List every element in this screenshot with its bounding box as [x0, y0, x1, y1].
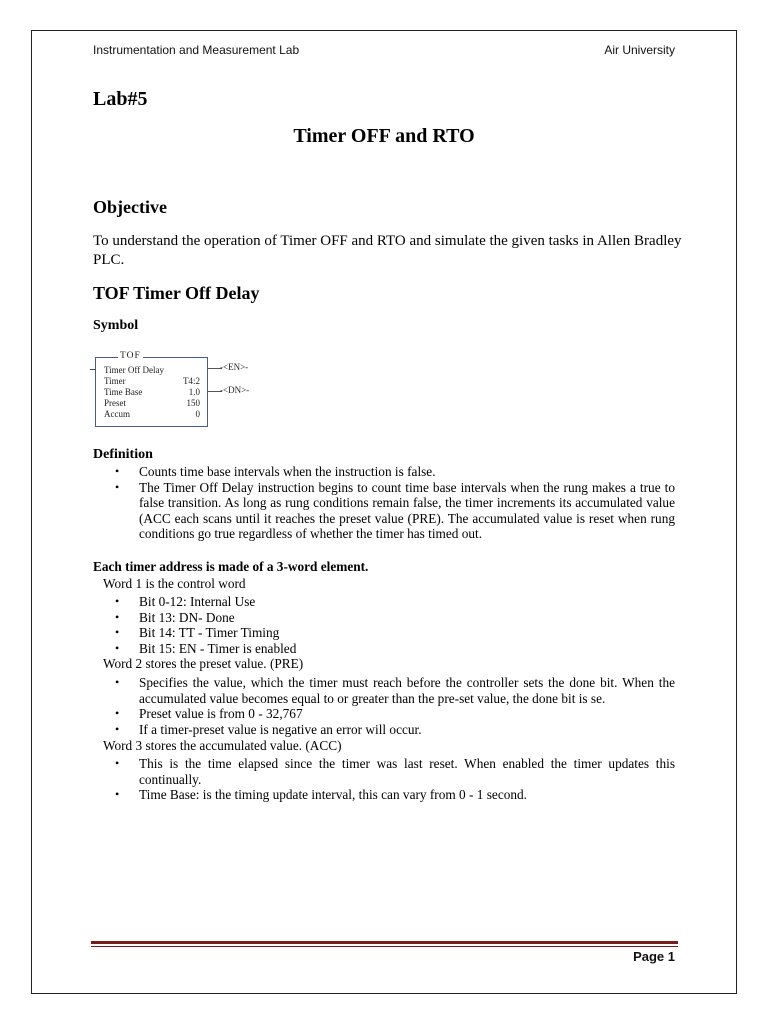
- list-item: • If a timer-preset value is negative an error will occur.: [93, 722, 675, 738]
- footer-rule: [91, 941, 678, 944]
- tof-instruction-block: [95, 351, 208, 427]
- page-number: Page 1: [633, 949, 675, 964]
- list-item: • Bit 14: TT - Timer Timing: [93, 625, 675, 641]
- lab-number: Lab#5: [93, 88, 148, 110]
- word2-text: Word 2 stores the preset value. (PRE): [103, 656, 304, 671]
- tof-row-label: Preset: [104, 398, 126, 408]
- en-output-coil: -<EN>-: [220, 362, 249, 372]
- footer-rule-thin: [91, 946, 678, 947]
- list-item: • The Timer Off Delay instruction begins to count time base intervals when the rung makes a true to false transition. As long as rung conditions remain false, the timer increments its accumulated value (ACC each scans until it reaches the preset value (PRE). The accumulated value is reset when rung conditions go true regardless of whether the timer has timed out.: [93, 480, 675, 542]
- dn-output-label: DN: [228, 385, 242, 395]
- word3-list: [93, 756, 675, 803]
- objective-text: To understand the operation of Timer OFF and RTO and simulate the given tasks in Allen Bradley PLC.: [93, 233, 682, 268]
- tof-row-value: 150: [186, 398, 200, 408]
- tof-block-row: [104, 398, 200, 408]
- definition-list: [93, 464, 675, 542]
- word2-list: [93, 675, 675, 737]
- list-item: • Bit 0-12: Internal Use: [93, 594, 675, 610]
- timer-address-heading: Each timer address is made of a 3-word element.: [93, 559, 369, 574]
- tof-block-row: [104, 376, 200, 386]
- list-item: • Time Base: is the timing update interval, this can vary from 0 - 1 second.: [93, 787, 675, 803]
- list-item: • Preset value is from 0 - 32,767: [93, 706, 675, 722]
- list-item: • Bit 13: DN- Done: [93, 610, 675, 626]
- word1-list: [93, 594, 675, 656]
- header-university: Air University: [604, 43, 675, 57]
- tof-row-label: Timer: [104, 376, 126, 386]
- word1-text: Word 1 is the control word: [103, 576, 246, 591]
- list-item: • Bit 15: EN - Timer is enabled: [93, 641, 675, 657]
- tof-block-title: TOF: [120, 351, 141, 361]
- header-course: Instrumentation and Measurement Lab: [93, 43, 300, 57]
- tof-row-value: T4:2: [183, 376, 200, 386]
- page-title: Timer OFF and RTO: [293, 125, 475, 147]
- tof-row-value: 1.0: [188, 387, 200, 397]
- list-item: • Specifies the value, which the timer must reach before the controller sets the done bit. When the accumulated value becomes equal to or greater than the pre-set value, the done bit is se.: [93, 675, 675, 706]
- list-item: • Counts time base intervals when the instruction is false.: [93, 464, 675, 480]
- tof-block-row: [104, 409, 200, 419]
- list-item: • This is the time elapsed since the timer was last reset. When enabled the timer updates this continually.: [93, 756, 675, 787]
- tof-block-row: [104, 387, 200, 397]
- tof-heading: TOF Timer Off Delay: [93, 283, 260, 303]
- tof-row-label: Time Base: [104, 387, 143, 397]
- definition-heading: Definition: [93, 447, 153, 462]
- tof-row-value: 0: [195, 409, 200, 419]
- tof-block-name: Timer Off Delay: [104, 365, 164, 375]
- word3-text: Word 3 stores the accumulated value. (ACC): [103, 738, 342, 753]
- en-output-label: EN: [228, 362, 241, 372]
- objective-heading: Objective: [93, 197, 167, 217]
- symbol-heading: Symbol: [93, 318, 139, 333]
- tof-block-name-row: [104, 365, 200, 375]
- dn-output-coil: -<DN>-: [220, 385, 250, 395]
- tof-row-label: Accum: [104, 409, 130, 419]
